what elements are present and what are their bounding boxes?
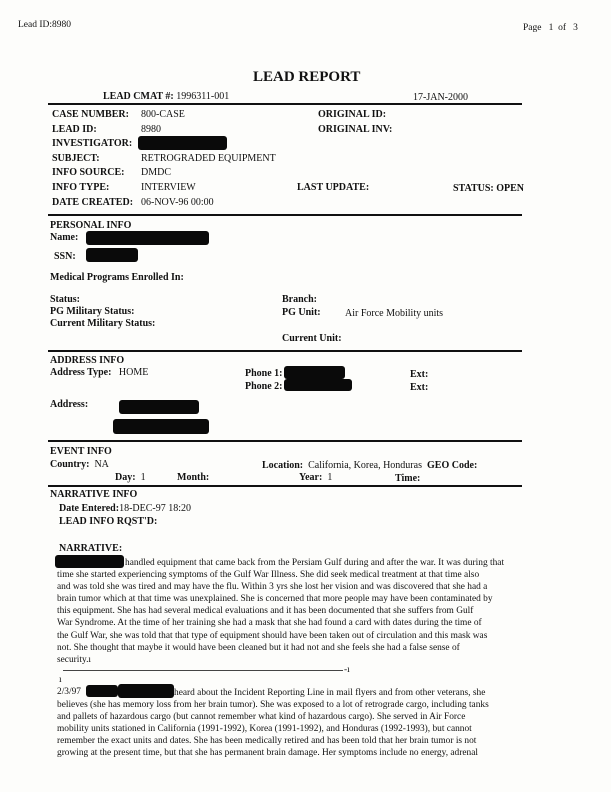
personal-info-heading: PERSONAL INFO [50, 220, 132, 231]
pg-military-status-label: PG Military Status: [50, 306, 135, 317]
investigator-label: INVESTIGATOR: [52, 138, 133, 149]
last-update-label: LAST UPDATE: [297, 182, 370, 193]
month-label: Month: [177, 472, 210, 483]
address-info-heading: ADDRESS INFO [50, 355, 125, 366]
narrative-label: NARRATIVE: [59, 543, 123, 554]
cmat-value: 1996311-001 [176, 91, 230, 102]
divider [48, 350, 522, 352]
status-field-label: Status: [50, 294, 81, 305]
narrative-line: believes (she has memory loss from her brain tumor). She was exposed to a lot of retrograde cargo, including tanks [57, 700, 489, 711]
narrative-line: remember the exact units and dates. She has been medically retired and has been told that her brain tumor is not [57, 736, 477, 747]
page-label: Page [523, 23, 542, 33]
geo-code-label: GEO Code: [427, 460, 478, 471]
date-entered: 18-DEC-97 18:20 [119, 503, 192, 514]
narrative-line: and was told she was tired and may have the flu. Within 3 yrs she lost her vision and was discovered that she had a [57, 582, 488, 593]
date-entered-label: Date Entered: [59, 503, 120, 514]
date-entered-line [59, 503, 191, 514]
separator-mark: -ı [344, 665, 350, 675]
divider [48, 103, 522, 105]
narrative-info-heading: NARRATIVE INFO [50, 489, 138, 500]
narrative-line: time she started experiencing symptoms of the Gulf War Illness. She did seek medical treatment at that time also [57, 570, 480, 581]
country-line [50, 459, 109, 470]
ext2-label: Ext: [410, 382, 429, 393]
year: 1 [327, 472, 333, 483]
redaction-name [86, 231, 209, 245]
narrative-paragraph-1 [57, 557, 557, 666]
redaction-investigator [138, 136, 227, 150]
phone2-label: Phone 2: [245, 381, 283, 392]
original-id-label: ORIGINAL ID: [318, 109, 387, 120]
narrative-line: the Gulf War, she was told that that type of equipment should have been taken out of circulation and this mask was [57, 630, 488, 641]
narrative-paragraph-2 [57, 687, 557, 760]
narrative-line: this equipment. She has had several medical evaluations and it has been documented that she suffers from Gulf [57, 606, 474, 617]
location-line [262, 460, 422, 471]
pg-unit-label: PG Unit: [282, 307, 321, 318]
info-source: DMDC [141, 167, 172, 178]
info-type: INTERVIEW [141, 182, 196, 193]
address-type-line [50, 367, 148, 378]
location: California, Korea, Honduras [308, 460, 422, 471]
country-label: Country: [50, 459, 90, 470]
subject: RETROGRADED EQUIPMENT [141, 153, 276, 164]
date-created: 06-NOV-96 00:00 [141, 197, 214, 208]
header-lead-id: Lead ID:8980 [18, 20, 72, 30]
page-number: 1 [548, 23, 554, 33]
year-label: Year: [299, 472, 323, 483]
narrative-line: heard about the Incident Reporting Line in mail flyers and from other veterans, she [174, 688, 486, 698]
day: 1 [140, 472, 146, 483]
separator-line [63, 670, 343, 671]
time-label: Time: [395, 473, 421, 484]
lead-info-rqst-label: LEAD INFO RQST'D: [59, 516, 158, 527]
lead-id-label: LEAD ID: [52, 124, 97, 135]
narrative-line: and pallets of hazardous cargo (but cannot remember what kind of hazardous cargo). She served in Air Force [57, 712, 466, 723]
ssn-label: SSN: [54, 251, 76, 262]
divider [48, 440, 522, 442]
ext1-label: Ext: [410, 369, 429, 380]
cmat-label: LEAD CMAT #: [103, 91, 174, 102]
day-line [115, 472, 146, 483]
year-line [299, 472, 332, 483]
redaction-phone2 [284, 379, 352, 391]
pg-unit: Air Force Mobility units [345, 308, 444, 319]
current-military-status-label: Current Military Status: [50, 318, 156, 329]
redaction-phone1 [284, 366, 345, 379]
country: NA [94, 459, 109, 470]
page-of: of [558, 23, 567, 33]
date-created-label: DATE CREATED: [52, 197, 134, 208]
narrative-line: handled equipment that came back from the Persiam Gulf during and after the war. It was during that [125, 558, 505, 568]
report-date: 17-JAN-2000 [413, 92, 468, 103]
page-total: 3 [573, 23, 578, 33]
status-label: STATUS: OPEN [453, 183, 525, 194]
cmat-line [103, 91, 229, 102]
subject-label: SUBJECT: [52, 153, 100, 164]
address-type: HOME [118, 367, 149, 378]
redaction-address-2 [113, 419, 209, 434]
address-label: Address: [50, 399, 89, 410]
page-indicator [523, 23, 578, 33]
narrative-line: brain tumor which at that time was unexplained. She is concerned that more people may have been contaminated by [57, 594, 493, 605]
day-label: Day: [115, 472, 136, 483]
branch-label: Branch: [282, 294, 317, 305]
info-source-label: INFO SOURCE: [52, 167, 125, 178]
narrative-line: security.ı [57, 654, 92, 665]
event-info-heading: EVENT INFO [50, 446, 112, 457]
narrative-line: War Syndrome. At the time of her training she had a mask that she had found a card with dates during the time of [57, 618, 482, 629]
case-number-label: CASE NUMBER: [52, 109, 129, 120]
narrative-line: growing at the present time, but that she has permanent brain damage. Her symptoms include no energy, adrenal [57, 748, 478, 759]
divider [48, 485, 522, 487]
redaction-address-1 [119, 400, 199, 414]
narrative-line: not. She thought that maybe it would have been cleaned but it had not and she feels she had a false sense of [57, 642, 460, 653]
medical-programs-label: Medical Programs Enrolled In: [50, 272, 184, 283]
redaction-ssn [86, 248, 138, 262]
phone1-label: Phone 1: [245, 368, 283, 379]
page-title: LEAD REPORT [253, 69, 361, 85]
lead-id: 8980 [141, 124, 161, 135]
narrative-line: mobility units stationed in California (1991-1992), Korea (1991-1992), and Honduras (1992-1993), but cannot [57, 724, 472, 735]
divider [48, 214, 522, 216]
location-label: Location: [262, 460, 304, 471]
original-inv-label: ORIGINAL INV: [318, 124, 393, 135]
address-type-label: Address Type: [50, 367, 112, 378]
info-type-label: INFO TYPE: [52, 182, 110, 193]
name-label: Name: [50, 232, 79, 243]
case-number: 800-CASE [141, 109, 185, 120]
current-unit-label: Current Unit: [282, 333, 342, 344]
small-mark: ı [59, 675, 62, 685]
narrative-date-2: 2/3/97 [57, 687, 81, 697]
